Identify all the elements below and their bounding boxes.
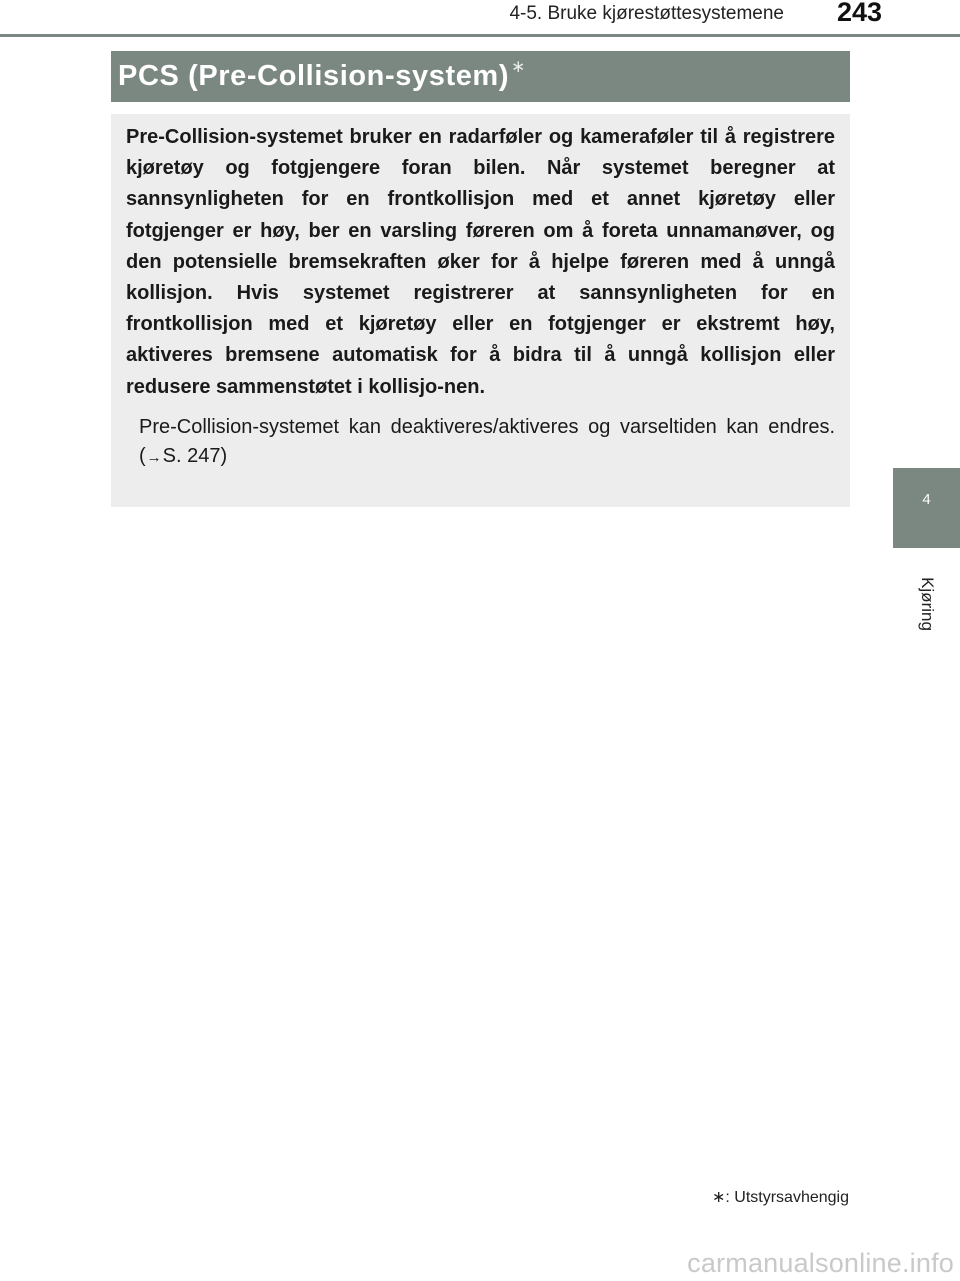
arrow-right-icon: → bbox=[146, 448, 162, 466]
watermark: carmanualsonline.info bbox=[687, 1248, 954, 1278]
equipment-asterisk-icon: ∗ bbox=[511, 57, 526, 76]
intro-paragraph: Pre-Collision-systemet bruker en radarføler og kameraføler til å registrere kjøretøy og fotgjengere foran bilen. Når systemet beregner at sannsynligheten for en frontkollisjon med et annet kjøretøy eller fotgjenger er høy, ber en varsling føreren om å foreta unnamanøver, og den potensielle bremsekraften øker for å hjelpe føreren med å unngå kollisjon. Hvis systemet registrerer at sannsynligheten for en frontkollisjon med et kjøretøy eller en fotgjenger er ekstremt høy, aktiveres bremsene automatisk for å bidra til å unngå kollisjon eller redusere sammenstøtet i kollisjo-nen. bbox=[126, 126, 835, 398]
running-header-section: 4-5. Bruke kjørestøttesystemene bbox=[509, 3, 784, 24]
header-divider bbox=[0, 34, 960, 37]
chapter-tab bbox=[893, 468, 960, 548]
footnote-asterisk-icon: ∗ bbox=[711, 1189, 726, 1206]
settings-note bbox=[139, 413, 835, 472]
page-reference-link[interactable]: S. 247 bbox=[162, 444, 221, 467]
page-number: 243 bbox=[836, 0, 882, 27]
note-text: Pre-Collision-systemet kan deaktiveres/aktiveres og varseltiden kan endres. ( bbox=[139, 415, 835, 467]
note-close: ) bbox=[220, 444, 228, 467]
section-title: PCS (Pre-Collision-system) bbox=[118, 60, 510, 92]
chapter-number: 4 bbox=[922, 491, 931, 508]
section-content-box bbox=[111, 114, 850, 507]
chapter-label: Kjøring bbox=[918, 577, 937, 631]
footnote-text: : Utstyrsavhengig bbox=[725, 1189, 849, 1206]
section-title-bar bbox=[111, 51, 850, 102]
footnote bbox=[560, 1187, 849, 1207]
